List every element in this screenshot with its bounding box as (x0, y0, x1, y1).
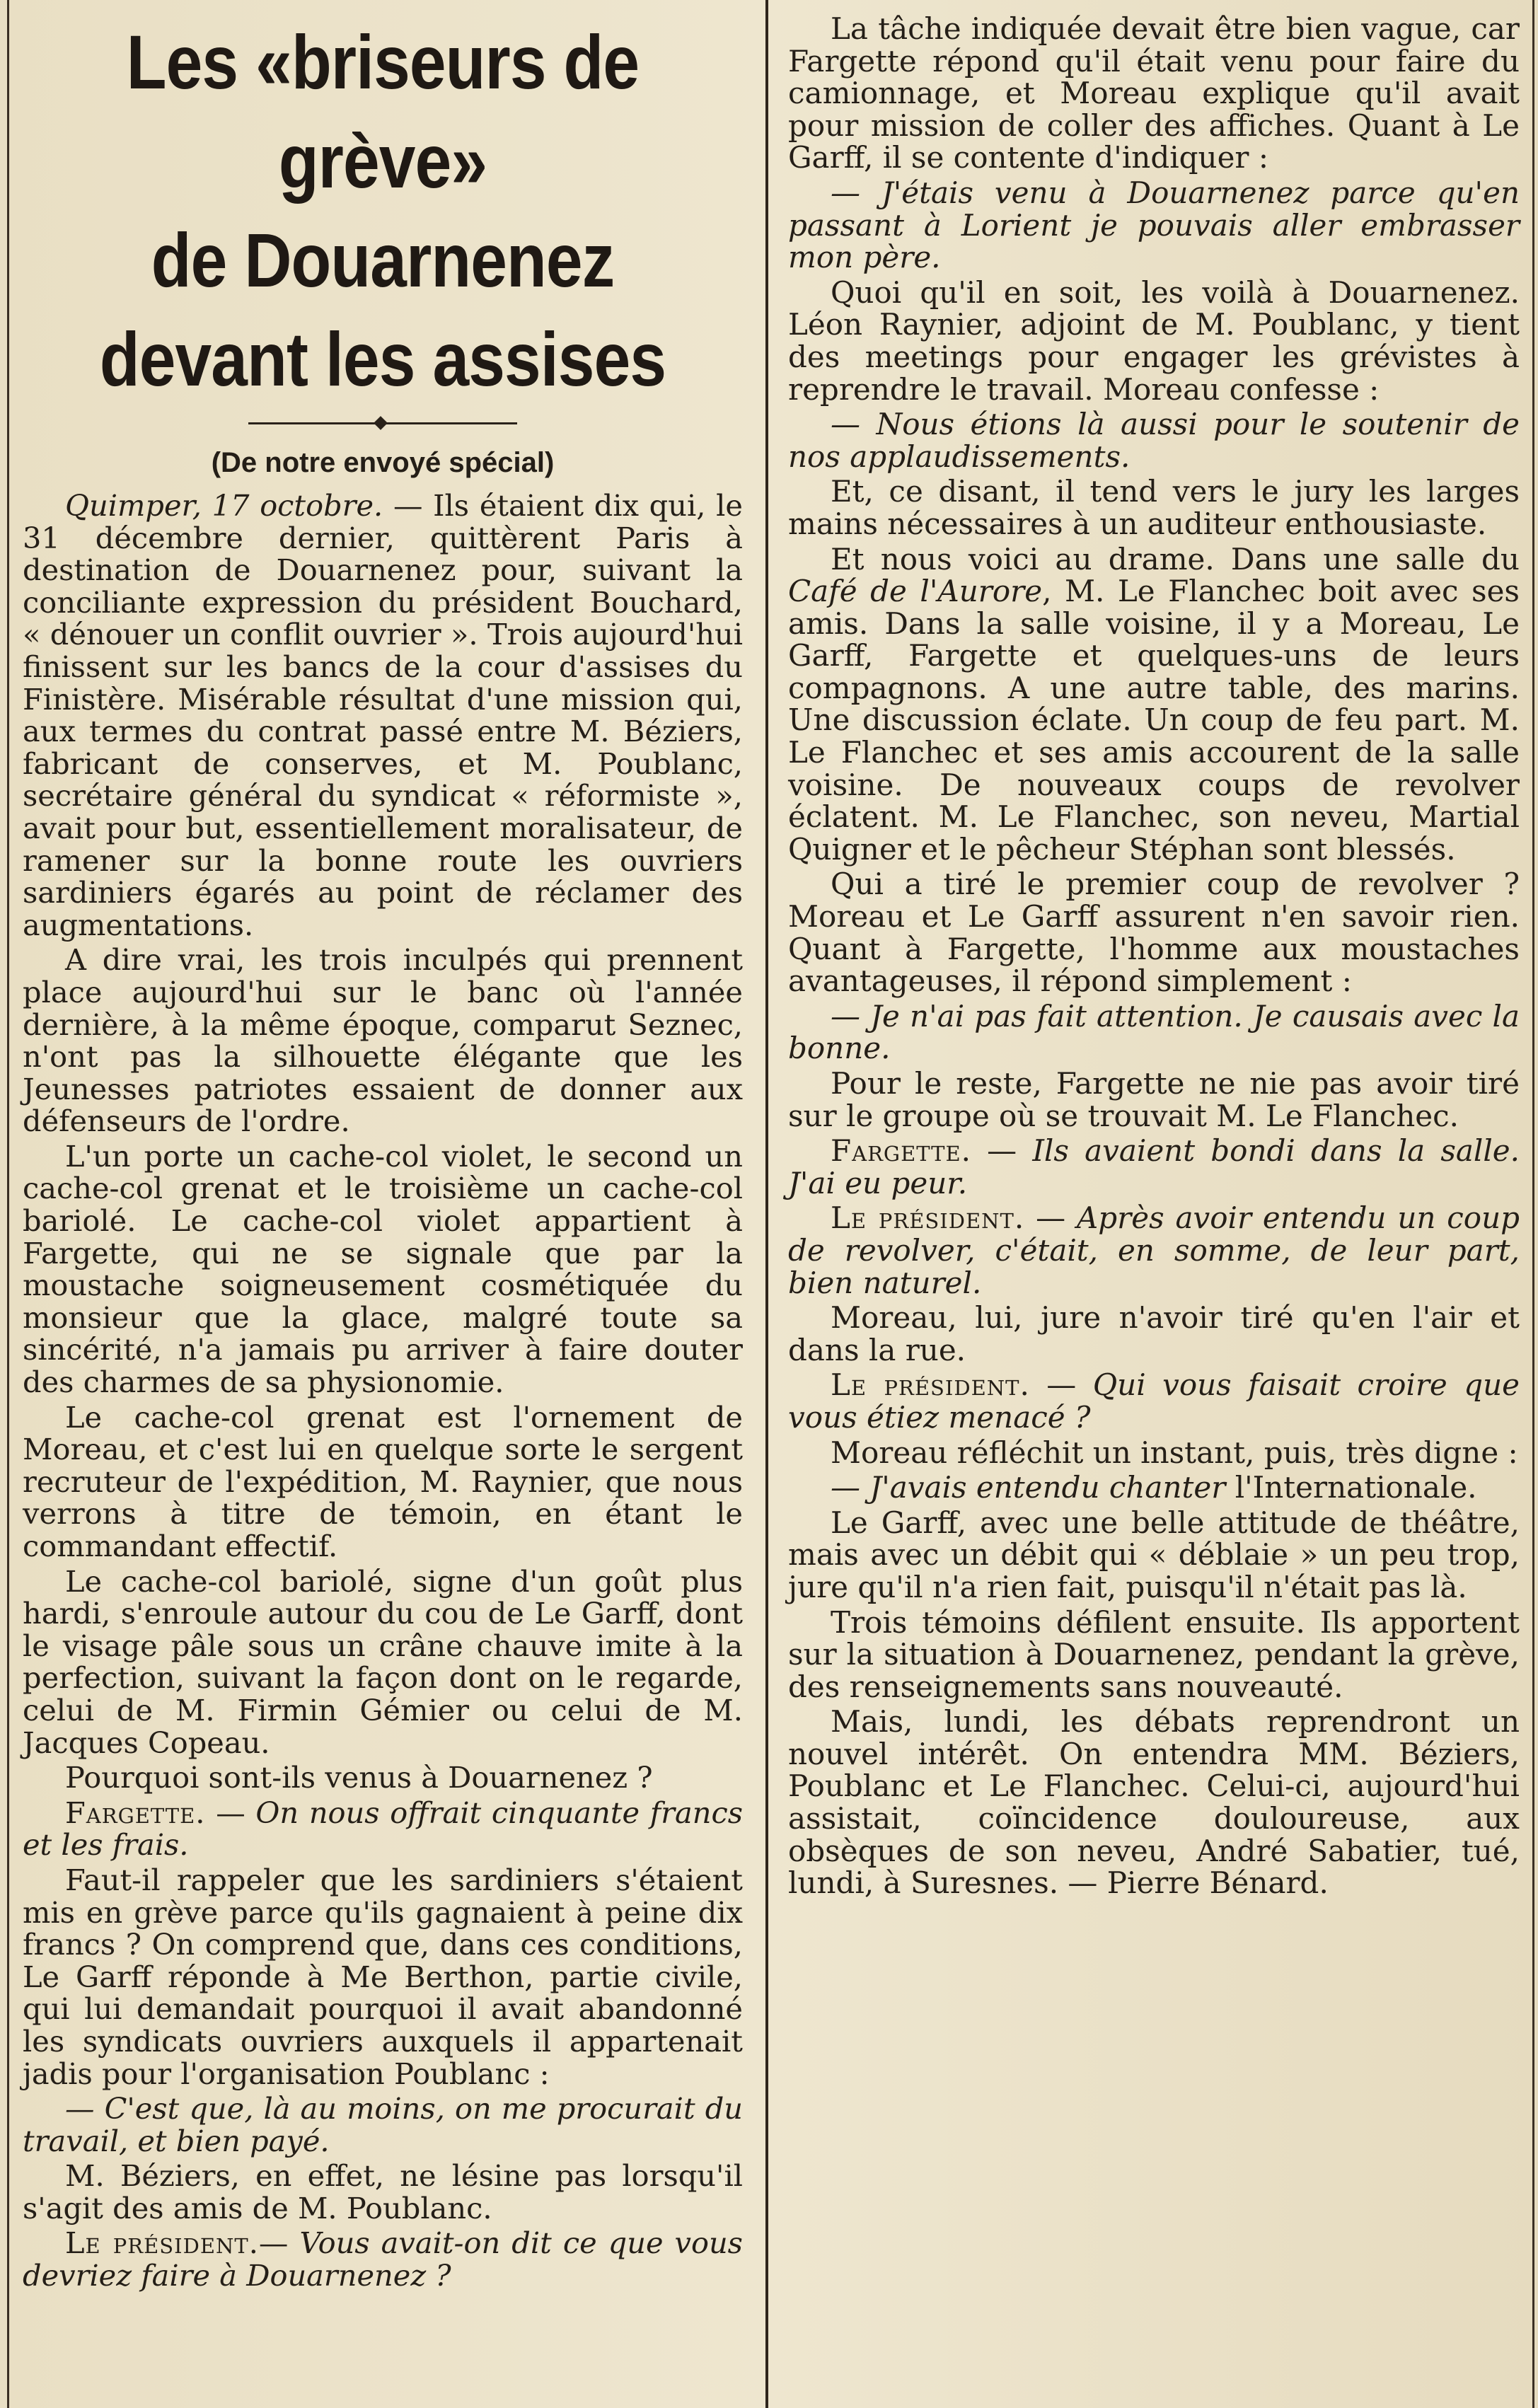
column-divider-rule (765, 0, 768, 2408)
dateline: Quimper, 17 octobre. (65, 488, 383, 523)
paragraph: Moreau réfléchit un instant, puis, très digne : (831, 1435, 1518, 1470)
paragraph: Le Garff, avec une belle attitude de théâtre, mais avec un débit qui « déblaie » un peu trop, jure qu'il n'a rien fait, puisqu'il n'était pas là. (788, 1505, 1520, 1604)
paragraph: Trois témoins défilent ensuite. Ils apportent sur la situation à Douarnenez, pendant la grève, des renseignements sans nouveauté. (788, 1604, 1520, 1704)
headline-line-2: de Douarnenez (151, 217, 615, 303)
byline: (De notre envoyé spécial) (211, 447, 555, 478)
paragraph: Quoi qu'il en soit, les voilà à Douarnenez. Léon Raynier, adjoint de M. Poublanc, y tient des meetings pour engager les grévistes à reprendre le travail. Moreau confesse : (788, 274, 1520, 407)
quote-text: — C'est que, là au moins, on me procurait du travail, et bien payé. (23, 2091, 743, 2158)
paragraph-dateline (23, 490, 743, 941)
dialogue-paragraph: Le président. — Qui vous faisait croire que vous étiez menacé ? (788, 1367, 1520, 1435)
quote-paragraph (788, 408, 1520, 473)
quote-paragraph (788, 1471, 1520, 1504)
paragraph: La tâche indiquée devait être bien vague, car Fargette répond qu'il était venu pour faire du camionnage, et Moreau explique qu'il avait pour mission de coller des affiches. Quant à Le Garff, il se contente d'indiquer : (788, 13, 1520, 175)
dialogue-paragraph: Le président.— Vous avait-on dit ce que vous devriez faire à Douarnenez ? (23, 2225, 743, 2293)
paragraph: Le cache-col grenat est l'ornement de Moreau, et c'est lui en quelque sorte le sergent recruteur de l'expédition, M. Raynier, que nous verrons à titre de témoin, en étant le commandant effectif. (23, 1399, 743, 1563)
speaker-name: Fargette. (831, 1133, 971, 1169)
quote-paragraph (788, 177, 1520, 274)
paragraph: Faut-il rappeler que les sardiniers s'étaient mis en grève parce qu'ils gagnaient à peine dix francs ? On comprend que, dans ces conditions, Le Garff réponde à Me Berthon, partie civile, qui lui demandait pourquoi il avait abandonné les syndicats ouvriers auxquels il appartenait jadis pour l'organisation Poublanc : (23, 1862, 743, 2091)
paragraph-signoff: Mais, lundi, les débats reprendront un nouvel intérêt. On entendra MM. Béziers, Poublanc et Le Flanchec. Celui-ci, aujourd'hui assistait, coïncidence douloureuse, aux obsèques de son neveu, André Sabatier, tué, lundi, à Suresnes. — Pierre Bénard. (788, 1704, 1520, 1901)
quote-text: — J'étais venu à Douarnenez parce qu'en passant à Lorient je pouvais aller embrasser mon père. (788, 175, 1520, 275)
left-border-rule (7, 0, 9, 2408)
quote-paragraph (788, 1000, 1520, 1065)
paragraph: M. Béziers, en effet, ne lésine pas lorsqu'il s'agit des amis de M. Poublanc. (23, 2158, 743, 2225)
speaker-name: Le président. (831, 1367, 1030, 1403)
quote-paragraph (23, 2092, 743, 2157)
paragraph: Moreau, lui, jure n'avoir tiré qu'en l'air et dans la rue. (788, 1300, 1520, 1367)
speaker-name: Le président. (831, 1200, 1025, 1236)
dialogue-paragraph: Fargette. — On nous offrait cinquante francs et les frais. (23, 1795, 744, 1863)
paragraph: L'un porte un cache-col violet, le second un cache-col grenat et le troisième un cache-col bariolé. Le cache-col violet appartient à Fargette, qui ne se signale que par la moustache soigneusement cosmétiquée du monsieur que la glace, malgré toute sa sincérité, n'a jamais pu arriver à faire douter des charmes de sa physionomie. (23, 1138, 743, 1400)
dialogue-text: Après avoir entendu un coup de revolver, c'était, en somme, de leur part, bien naturel. (788, 1200, 1520, 1300)
right-border-rule (1532, 0, 1534, 2408)
dialogue-paragraph: Le président. — Après avoir entendu un coup de revolver, c'était, en somme, de leur part, bien naturel. (788, 1200, 1520, 1300)
paragraph: A dire vrai, les trois inculpés qui prennent place aujourd'hui sur le banc où l'année dernière, à la même époque, comparut Seznec, n'ont pas la silhouette élégante que les Jeunesses patriotes essaient de donner aux défenseurs de l'ordre. (23, 942, 743, 1139)
headline (73, 13, 692, 409)
quote-text: — Nous étions là aussi pour le soutenir de nos applaudissements. (788, 407, 1520, 474)
paragraph-text: Et nous voici au drame. Dans une salle du (831, 541, 1520, 577)
paragraph: Le cache-col bariolé, signe d'un goût plus hardi, s'enroule autour du cou de Le Garff, dont le visage pâle sous un crâne chauve imite à la perfection, suivant la façon dont on le regarde, celui de M. Firmin Gémier ou celui de M. Jacques Copeau. (23, 1563, 743, 1760)
quote-text: — J'avais entendu chanter (831, 1470, 1235, 1505)
right-column (778, 13, 1527, 2402)
paragraph: Et, ce disant, il tend vers le jury les larges mains nécessaires à un auditeur enthousiaste. (788, 474, 1520, 541)
paragraph-drama (788, 543, 1520, 866)
dialogue-text: Vous avait-on dit ce que vous devriez faire à Douarnenez ? (23, 2225, 743, 2293)
dialogue-paragraph: Fargette. — Ils avaient bondi dans la salle. J'ai eu peur. (788, 1133, 1520, 1200)
dialogue-text: Qui vous faisait croire que vous étiez menacé ? (788, 1367, 1520, 1435)
paragraph-text: , M. Le Flanchec boit avec ses amis. Dans la salle voisine, il y a Moreau, Le Garff, Fargette et quelques-uns de leurs compagnons. A une autre table, des marins. Une discussion éclate. Un coup de feu part. M. Le Flanchec et ses amis accourent de la salle voisine. De nouveaux coups de revolver éclatent. M. Le Flanchec, son neveu, Martial Quigner et le pêcheur Stéphan sont blessés. (788, 574, 1520, 867)
headline-line-1: Les «briseurs de grève» (126, 19, 640, 204)
paragraph: Pour le reste, Fargette ne nie pas avoir tiré sur le groupe où se trouvait M. Le Flanchec. (788, 1066, 1520, 1133)
cafe-name: Café de l'Aurore (788, 574, 1043, 609)
quote-text: — Je n'ai pas fait attention. Je causais avec la bonne. (788, 998, 1520, 1066)
headline-line-3: devant les assises (99, 316, 666, 402)
dialogue-text: On nous offrait cinquante francs et les frais. (23, 1795, 744, 1863)
left-column (16, 13, 751, 2402)
paragraph: Pourquoi sont-ils venus à Douarnenez ? (65, 1760, 653, 1795)
ornament-diamond-icon (374, 416, 388, 430)
dialogue-text: Ils avaient bondi dans la salle. J'ai eu peur. (788, 1133, 1520, 1200)
speaker-name: Fargette. (65, 1795, 206, 1830)
headline-ornament-divider (248, 415, 517, 432)
paragraph-text: — Ils étaient dix qui, le 31 décembre dernier, quittèrent Paris à destination de Douarnenez pour, suivant la conciliante expression du président Bouchard, « dénouer un conflit ouvrier ». Trois aujourd'hui finissent sur les bancs de la cour d'assises du Finistère. Misérable résultat d'une mission qui, aux termes du contrat passé entre M. Béziers, fabricant de conserves, et M. Poublanc, secrétaire général du syndicat « réformiste », avait pour but, essentiellement moralisateur, de ramener sur la bonne route les ouvriers sardiniers égarés au point de réclamer des augmentations. (23, 488, 743, 942)
speaker-name: Le président. (65, 2225, 259, 2261)
paragraph: Qui a tiré le premier coup de revolver ? Moreau et Le Garff assurent n'en savoir rien. Quant à Fargette, l'homme aux moustaches avantageuses, il répond simplement : (788, 867, 1520, 999)
anthem-name: l'Internationale. (1235, 1470, 1477, 1505)
